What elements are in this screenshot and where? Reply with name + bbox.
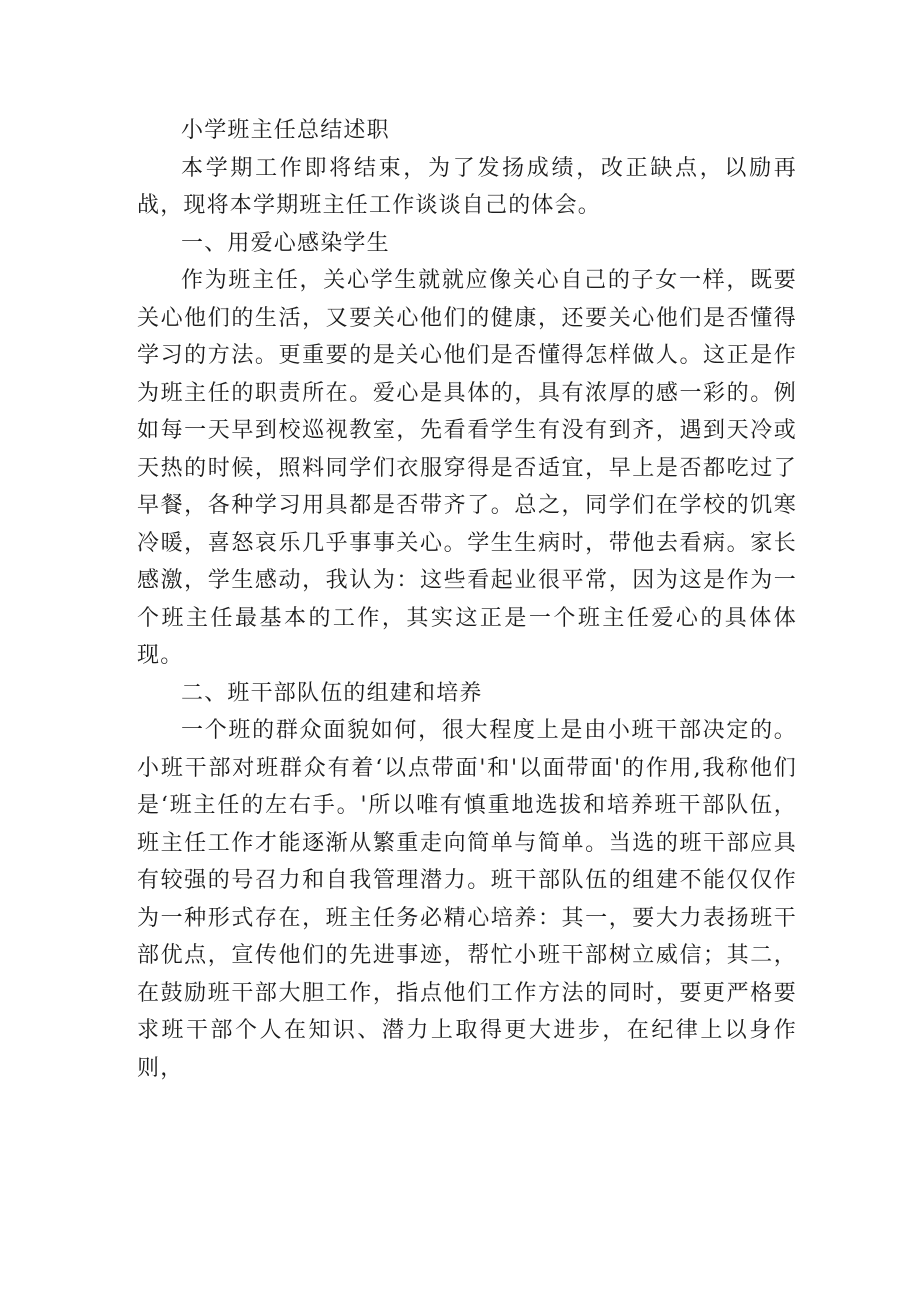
section-1-paragraph: 作为班主任，关心学生就就应像关心自己的子女一样，既要关心他们的生活，又要关心他们的健康，还要关心他们是否懂得学习的方法。更重要的是关心他们是否懂得怎样做人。这正是作为班主任的职责所在。爱心是具体的，具有浓厚的感一彩的。例如每一天早到校巡视教室，先看看学生有没有到齐，遇到天冷或天热的时候，照料同学们衣服穿得是否适宜，早上是否都吃过了早餐，各种学习用具都是否带齐了。总之，同学们在学校的饥寒冷暖，喜怒哀乐几乎事事关心。学生生病时，带他去看病。家长感激，学生感动，我认为：这些看起业很平常，因为这是作为一个班主任最基本的工作，其实这正是一个班主任爱心的具体体现。 [137,268,797,668]
section-2-paragraph: 一个班的群众面貌如何，很大程度上是由小班干部决定的。小班干部对班群众有着‘以点带面'和'以面带面'的作用,我称他们是‘班主任的左右手。'所以唯有慎重地选拔和培养班干部队伍，班主任工作才能逐渐从繁重走向简单与简单。当选的班干部应具有较强的号召力和自我管理潜力。班干部队伍的组建不能仅仅作为一种形式存在，班主任务必精心培养：其一，要大力表扬班干部优点，宣传他们的先进事迹，帮忙小班干部树立威信；其二，在鼓励班干部大胆工作，指点他们工作方法的同时，要更严格要求班干部个人在知识、潜力上取得更大进步，在纪律上以身作则， [137,718,797,1081]
document-body [137,112,797,1087]
document-title: 小学班主任总结述职 [181,118,390,143]
intro-paragraph: 本学期工作即将结束，为了发扬成绩，改正缺点，以励再战，现将本学期班主任工作谈谈自己的体会。 [137,155,797,218]
section-1-heading: 一、用爱心感染学生 [181,230,390,256]
section-2-heading: 二、班干部队伍的组建和培养 [181,680,483,706]
